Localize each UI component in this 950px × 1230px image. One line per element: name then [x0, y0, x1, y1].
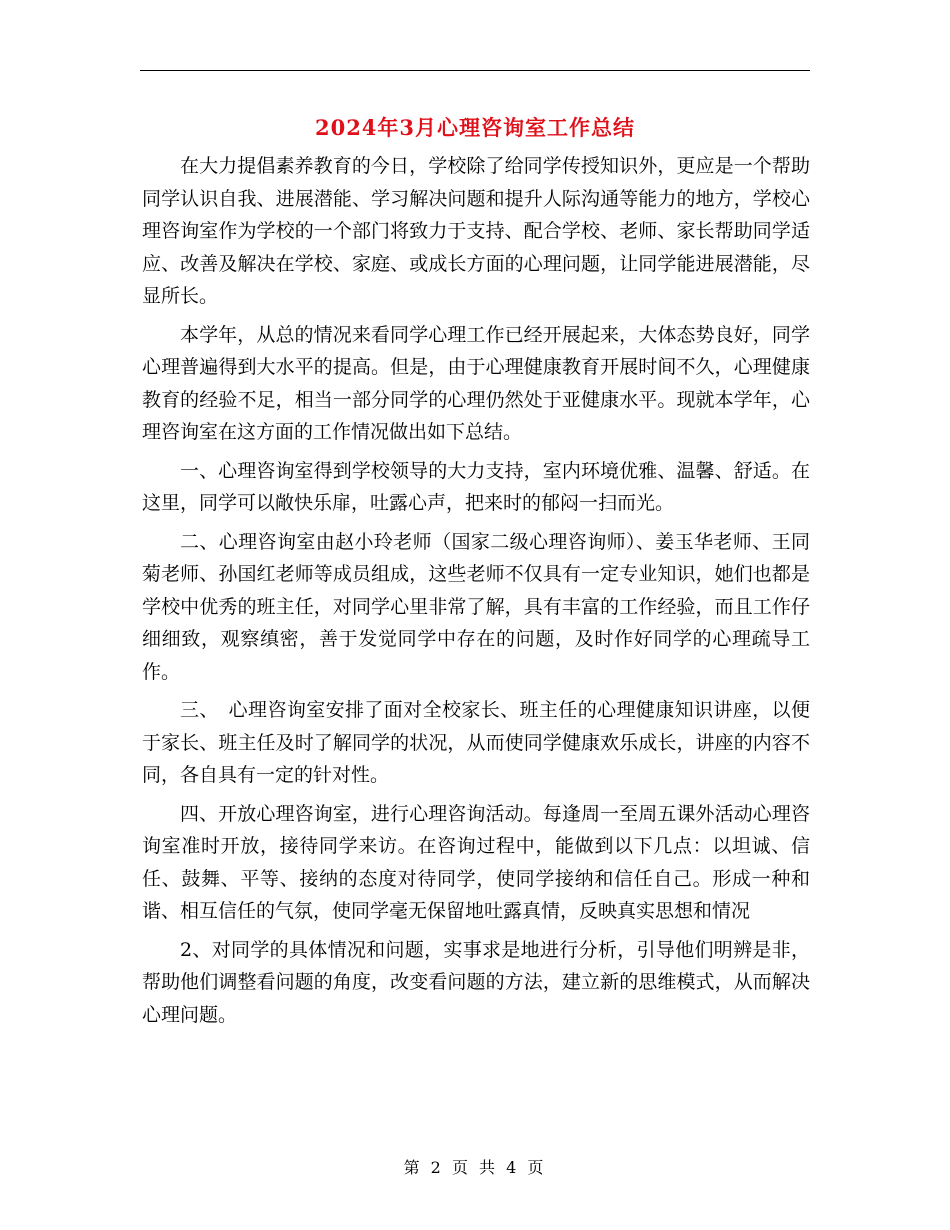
- page-number: 第 2 页 共 4 页: [403, 1158, 547, 1177]
- document-title: 2024年3月心理咨询室工作总结: [314, 115, 636, 140]
- paragraph-intro: 在大力提倡素养教育的今日，学校除了给同学传授知识外，更应是一个帮助同学认识自我、进展潜能、学习解决问题和提升人际沟通等能力的地方，学校心理咨询室作为学校的一个部门将致力于支持、配合学校、老师、家长帮助同学适应、改善及解决在学校、家庭、或成长方面的心理问题，让同学能进展潜能，尽显所长。: [142, 155, 810, 307]
- paragraph-section-1: 一、心理咨询室得到学校领导的大力支持，室内环境优雅、温馨、舒适。在这里，同学可以敞快乐扉，吐露心声，把来时的郁闷一扫而光。: [142, 459, 810, 514]
- paragraph-section-4: 四、开放心理咨询室，进行心理咨询活动。每逢周一至周五课外活动心理咨询室准时开放，接待同学来访。在咨询过程中，能做到以下几点：以坦诚、信任、鼓舞、平等、接纳的态度对待同学，使同学接纳和信任自己。形成一种和谐、相互信任的气氛，使同学毫无保留地吐露真情，反映真实思想和情况: [142, 802, 810, 922]
- paragraph-section-2: 二、心理咨询室由赵小玲老师（国家二级心理咨询师）、姜玉华老师、王同菊老师、孙国红老师等成员组成，这些老师不仅具有一定专业知识，她们也都是学校中优秀的班主任，对同学心里非常了解，具有丰富的工作经验，而且工作仔细细致，观察缜密，善于发觉同学中存在的问题，及时作好同学的心理疏导工作。: [142, 530, 810, 683]
- paragraph-section-3: 三、 心理咨询室安排了面对全校家长、班主任的心理健康知识讲座，以便于家长、班主任及时了解同学的状况，从而使同学健康欢乐成长，讲座的内容不同，各自具有一定的针对性。: [142, 699, 810, 786]
- paragraph-item-2: 2、对同学的具体情况和问题，实事求是地进行分析，引导他们明辨是非，帮助他们调整看问题的角度，改变看问题的方法，建立新的思维模式，从而解决心理问题。: [142, 938, 810, 1026]
- header-rule: [140, 70, 810, 71]
- document-body: [142, 150, 810, 1037]
- paragraph-overview: 本学年，从总的情况来看同学心理工作已经开展起来，大体态势良好，同学心理普遍得到大水平的提高。但是，由于心理健康教育开展时间不久，心理健康教育的经验不足，相当一部分同学的心理仍然处于亚健康水平。现就本学年，心理咨询室在这方面的工作情况做出如下总结。: [142, 323, 810, 443]
